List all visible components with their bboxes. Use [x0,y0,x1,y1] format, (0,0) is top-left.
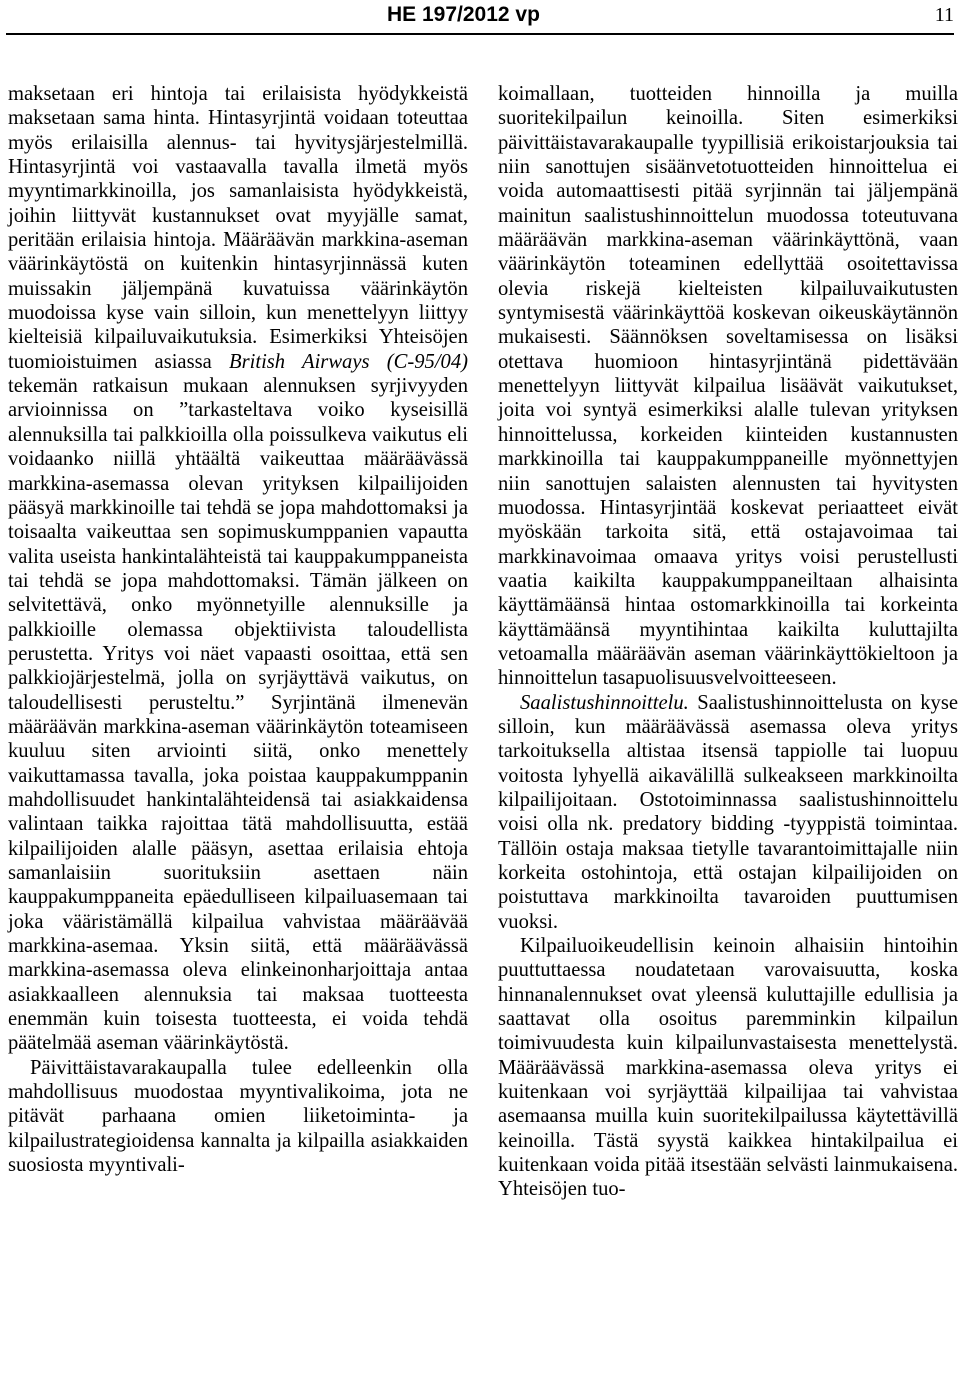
case-reference: British Airways (C-95/04) [229,350,468,373]
document-identifier: HE 197/2012 vp [387,3,540,26]
paragraph: Päivittäistavarakaupalla tulee edelleenkin olla mahdollisuus muodostaa myyntivalikoima, jota ne pitävät parhaana omien liiketoiminta- ja kilpailustrategioidensa kannalta ja kilpailla asiakkaiden suosiosta myyntivali- [8,1056,468,1177]
left-column [8,82,468,1177]
paragraph: Kilpailuoikeudellisin keinoin alhaisiin hintoihin puuttuttaessa noudatetaan varovaisuutta, koska hinnanalennukset ovat yleensä kuluttajille edullisia ja saattavat olla osoitus paremminkin kilpailun toimivuudesta kuin kilpailunvastaisesta menettelystä. Määräävässä markkina-asemassa oleva yritys ei kuitenkaan voi syrjäyttää kilpailijaa tai vahvistaa asemaansa muilla kuin suoritekilpailussa käytettävillä keinoilla. Tästä syystä kaikkea hintakilpailua ei kuitenkaan voida pitää itsestään selvästi lainmukaisena. Yhteisöjen tuo- [498,935,958,1201]
paragraph-text: tekemän ratkaisun mukaan alennuksen syrjivyyden arvioinnissa on ”tarkasteltava voiko kyseisillä alennuksilla tai palkkioilla olla poissulkeva vaikutus eli voidaanko niillä yhtäältä vaikeuttaa määräävässä markkina-asemassa olevan yrityksen kilpailijoiden pääsyä markkinoille tai tehdä se jopa mahdottomaksi ja toisaalta vaikeuttaa sen sopimuskumppanien vapautta valita useista hankintalähteistä tai kauppakumppaneista tai tehdä se jopa mahdottomaksi. Tämän jälkeen on selvitettävä, onko myönnetyille alennuksille ja palkkioille olemassa objektiivista taloudellista perustetta. Yritys voi näet vapaasti osoittaa, että sen palkkiojärjestelmä, jolla on syrjäyttävä vaikutus, on taloudellisesti perusteltu.” Syrjintänä ilmenevän määräävän markkina-aseman väärinkäytön toteamiseen kuuluu siten arviointi siitä, onko menettely vaikuttamassa tavalla, joka poistaa kauppakumppanin mahdollisuudet hankintalähteidensä tai asiakkaidensa valintaan taikka rajoittaa tätä mahdollisuutta, estää kilpailijoiden alalle pääsyn, asettaa erilaisia ehtoja samanlaisiin suorituksiin asettaen näin kauppakumppaneita epäedulliseen kilpailuasemaan tai joka vääristämällä kilpailua vahvistaa määräävää markkina-asemaa. Yksin siitä, että määräävässä markkina-asemassa oleva elinkeinonharjoittaja antaa asiakkaalleen alennuksia tai maksaa tuotteesta enemmän kuin toisesta tuotteesta, ei voida tehdä päätelmää aseman väärinkäytöstä. [8,375,468,1055]
page-number: 11 [934,4,954,26]
paragraph [498,691,958,934]
right-column [498,82,958,1202]
header-divider [6,33,954,35]
paragraph-text: maksetaan eri hintoja tai erilaisista hyödykkeistä maksetaan sama hinta. Hintasyrjintä voidaan toteuttaa myös erilaisilla alennus- tai hyvitysjärjestelmillä. Hintasyrjintä voi vastaavalla tavalla ilmetä myös myyntimarkkinoilla, jos samanlaisista hyödykkeistä, joihin liittyvät kustannukset ovat myyjälle samat, peritään erilaisia hintoja. Määräävän markkina-aseman väärinkäytöstä on kuitenkin hintasyrjinnässä kuten muissakin jäljempänä kuvatuissa väärinkäytön muodoissa kyse vain silloin, kun menettelyyn liittyy kielteisiä kilpailuvaikutuksia. Esimerkiksi Yhteisöjen tuomioistuimen asiassa [8,83,468,373]
paragraph [8,82,468,1056]
paragraph: koimallaan, tuotteiden hinnoilla ja muilla suoritekilpailun keinoilla. Siten esimerkiksi päivittäistavarakaupalle tyypillisiä erikoistarjouksia tai niin sanottujen sisäänvetotuotteiden hinnoittelua ei voida automaattisesti pitää syrjinnän tai jäljempänä mainitun saalistushinnoittelun muodossa toteutuvana määräävän markkina-aseman väärinkäyttönä, vaan väärinkäytön toteaminen edellyttää osoitettavissa olevia riskejä kielteisten kilpailuvaikutusten syntymisestä väärinkäyttöä koskevan oikeuskäytännön mukaisesti. Säännöksen soveltamisessa on lisäksi otettava huomioon hintasyrjintänä pidettävään menettelyyn liittyvät kilpailua lisäävät vaikutukset, joita voi syntyä esimerkiksi alalle tulevan yrityksen hinnoittelussa, korkeiden kiinteiden kustannusten markkinoilla tai kauppakumppaneille myönnettyjen niin sanottujen salaisten alennusten tai hyvitysten muodossa. Hintasyrjintää koskevat periaatteet eivät myöskään tarkoita sitä, että ostajavoimaa tai markkinavoimaa omaava yritys voisi perustellusti vaatia kaikilta kauppakumppaneiltaan alhaisinta käyttämäänsä hintaa ostomarkkinoilla tai korkeinta käyttämäänsä myyntihintaa kaikilta kuluttajilta vetoamalla määräävän aseman väärinkäyttökieltoon ja hinnoittelun tasapuolisuusvelvoitteeseen. [498,83,958,690]
section-heading: Saalistushinnoittelu. [520,691,689,714]
page-header [0,0,960,40]
paragraph-text: Saalistushinnoittelusta on kyse silloin, kun määräävässä asemassa oleva yritys tarkoituksella altistaa itsensä tappiolle tai luopuu voitosta lyhyellä aikavälillä sulkeakseen markkinoilta kilpailijoitaan. Ostotoiminnassa saalistushinnoittelu voisi olla nk. predatory bidding -tyyppistä toimintaa. Tällöin ostaja maksaa tietylle tavarantoimittajalle niin korkeita ostohintoja, että ostajan kilpailijoiden on poistuttava markkinoilta tavaroiden puuttumisen vuoksi. [498,691,958,933]
